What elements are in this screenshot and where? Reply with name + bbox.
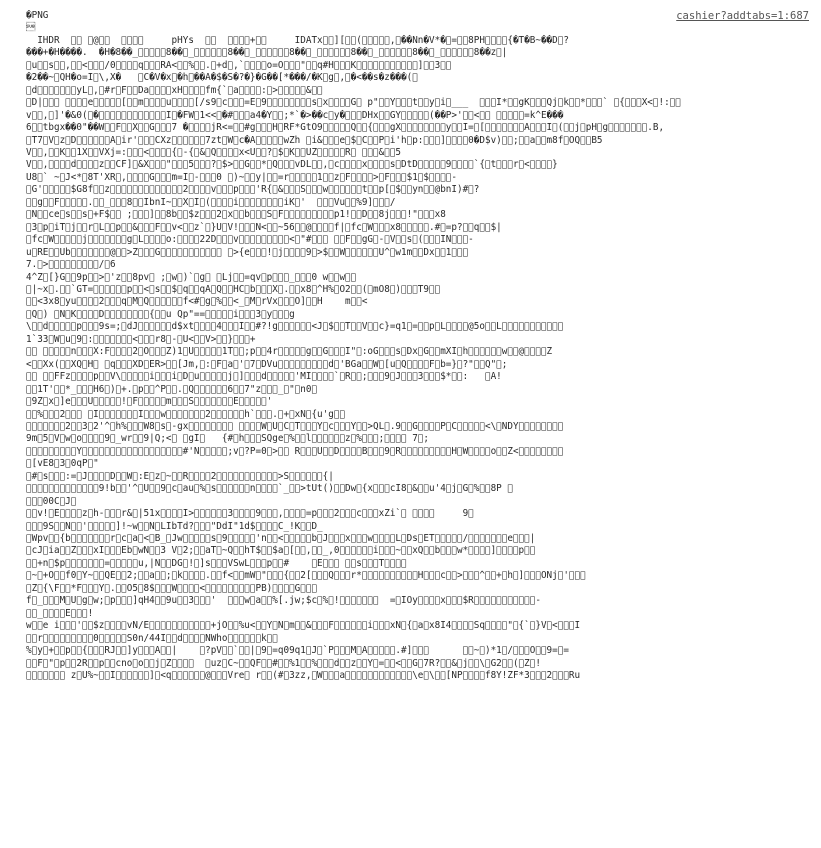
binary-file-content: �PNG  IHDR     @        pHYs        +   IDATx  ][  (     , ��Nn�V*� =  8PH    {�T�B~��D ? ���+�H����. �H�8��_     8�� _      8�� _      8�� _      8�� _      8�� _      8��z |  u  s  ,  <   /0    q   RA<  %  . +d ,`    o=O   "  q#H   K           ]  3   �2��~ QH�o=I \,X�  C�V�x �h ��A�$�S�?�}�G��[*���/�K g , �<��s�z���(   d       yL , #r F  Da    xH    fm{` a    : >     &    D|        e     [  m    u    [/s9 c   =E 9        s x    G  p"  Y   t  y i ___    I*  gK   Qj k  *   `  {   X< !:   v  , ]'�&0( �            I �FW 1<< �#   a4�Y  ;*`�>��c y�   DHx  GY     (��P>'  <        =k^E��� 6  tbgx��0"��W  F  X  G   7 �    jR<=  #g   H RF*GtO9     Q  {   gX        y  I= [       A   I (  j pH g       .B,  T7 V z D      A ir'   CXz      7zt W c�A     wZh  i&   e $ C  P i'h p:   ]    0�D$v)  ;  a  m8f OQ  B5 V  ,  K  1X  VXj=:   <    { -{ & Q    x<U  ? $ K  UZ     R     &  5 V  ,    d    z  CF] &X   "   5   ? $>  G  * Q   vDL  , c    x    s DtD     9    `{ t   r <    } U8 ` ~ J<* 8T'XR ,    G   m=I -   0  )~  y|  =r     1  z F    > F   $1 $    -  G'     $G8f  z             2    v   p   'R{ &   S   w      t  p[ $  yn  @bnI)# ?   g  F     .  _   8  IbnI~  X I (    i        iK '    Vu  %9]   /  N  ce s  s +F$   ;   ]  8b  $z   2 x  b   S F         p1!  D  8j   !"   x8  3 p iT j  r L  p  &   F  v<  z` }U V!   N<  ~56  @    f| fc W   x8     .# =p?  q  $|  fc W     j       g L    o:    22D   v         < "#      F  gG - V  s (   IN   - u RE  Ub       @  >Z   G             >{e   ! j    9 >$  W      U^ w1m  Dx  1    7. >         / 6 4^Z [}G  9p  > 'z  8pv  ; w )` g   Lj  =qv p   _   0 w  w    |~x .  `GT=      p  < s  $ q  qA Q  HC b   X .  x8 ^H% O2  ( mO8 )   T9     <3x8 yu    2   q M Q      f<# g %  <_ M rVx   O]  H m  <  Q )  N K    D        {  u Qp"==     i   3 y   g \  d     p   9s=; dJ      d$xt    4   I  #?!g      <J $  T  V  c}=q1 =  p L    @5o  L            1`33 W u 9 :       <   r8 - U<  V>  }   +         n   X:F    2 O   Z)1 U     1T  ;p  4r     g  G   I" :oG   s Dx G  mXI h      w  @    Z <  Xx(  XQ H   q   XD ER>  [Jm, : F a ' 7 DVu         d 'BGa  W [u Q    F b=} ?"  Q" ;      FFz    p  V\     i   i D u     j ]   d     'MI    ` R  ;   9 J   3   $*  :  A!   1T'  *_   H6 ) +. p  ^P  . Q      6  7"z   _ " n0   9Z x ]e   U     ! F     m   S       E     '   %   2     I       I   w       2      h`   . + xN {u'g          2  3 2'^ h%   W8 s -gx             W U C T   Y c   Y  >QL .9  G    P C     <\ NDY         9m 5 V w o    9 _wr  9|Q;<   gI  {# h   SQge %  l      z %   ;     7 ;          Y                  #'N     ;v ?P=0 >   R   U  D    B   9 R         H W    o  Z<          [vE8 3 0qP "  # s   := J    D  W :E z ~  R    2           >S      {|              9!b  '^ U  9 c au % s      n    `_  >tUt()  Dw {x   cI8 &  u'4 j G %  8P      00C J    v! E    z h-   r& |51x    I>      3    9   ,    =p   2   c   xZi`       9     9S  N  '     ]!~w  N LIbTd?   "DdI"1d$    C_!K  D_  Wpv  {b       r c a < B_ Jw     s 9     'n  <     b J   x   w    L Ds ET     /       e   |  cJ ia  Z   xI   Eb wN  3 V 2;  aT ~Q  hT$  $a [  ,  _,0      i   ~  xQ  b   w*    ]    p     +n $p       =     u,|N  DG ! ]s   VSwL   p  #  E      s   T      ~ +O  f0 Y~  QE  2;  a  ; k    .  f<  mW "   {  2[   Q   r*          H   c  >   ^  + h ]   ONj '     Z {\F  *F   Y .  O5 8$   W    <         PB)    G    f _   M U g w; p   ]qH4  9u  3   '    w a  %[.jw;$c % !        = IOy    x   $R           -   _    E   ! w  e i   '  $z    vN/E           +jO  %u<  Y N m  &   F      i   xN { a x8I4    Sq    " {` }V <   I   r         0     S0n/44I  d    NWho      k   % y +  p  {   RJ  ]y   A  |  ?pV  `  | 9 =q09q1 J `P   M A     .#]      ~ )*1 /   O  9= =   F " p  2R  p  cno o  j Z      uz C~  QF  #  %1  %   d  z  Y =  <  G 7R?  & j  \ G2  ( Z !         z U%~  I      ] <q      @   Vre  r  (# 3zz, W   a            \e \  [NP    f8Y!ZF*3   2   Ru [26,10,681,682]
cashier-link[interactable]: cashier?addtabs=1:687 [676,10,809,22]
